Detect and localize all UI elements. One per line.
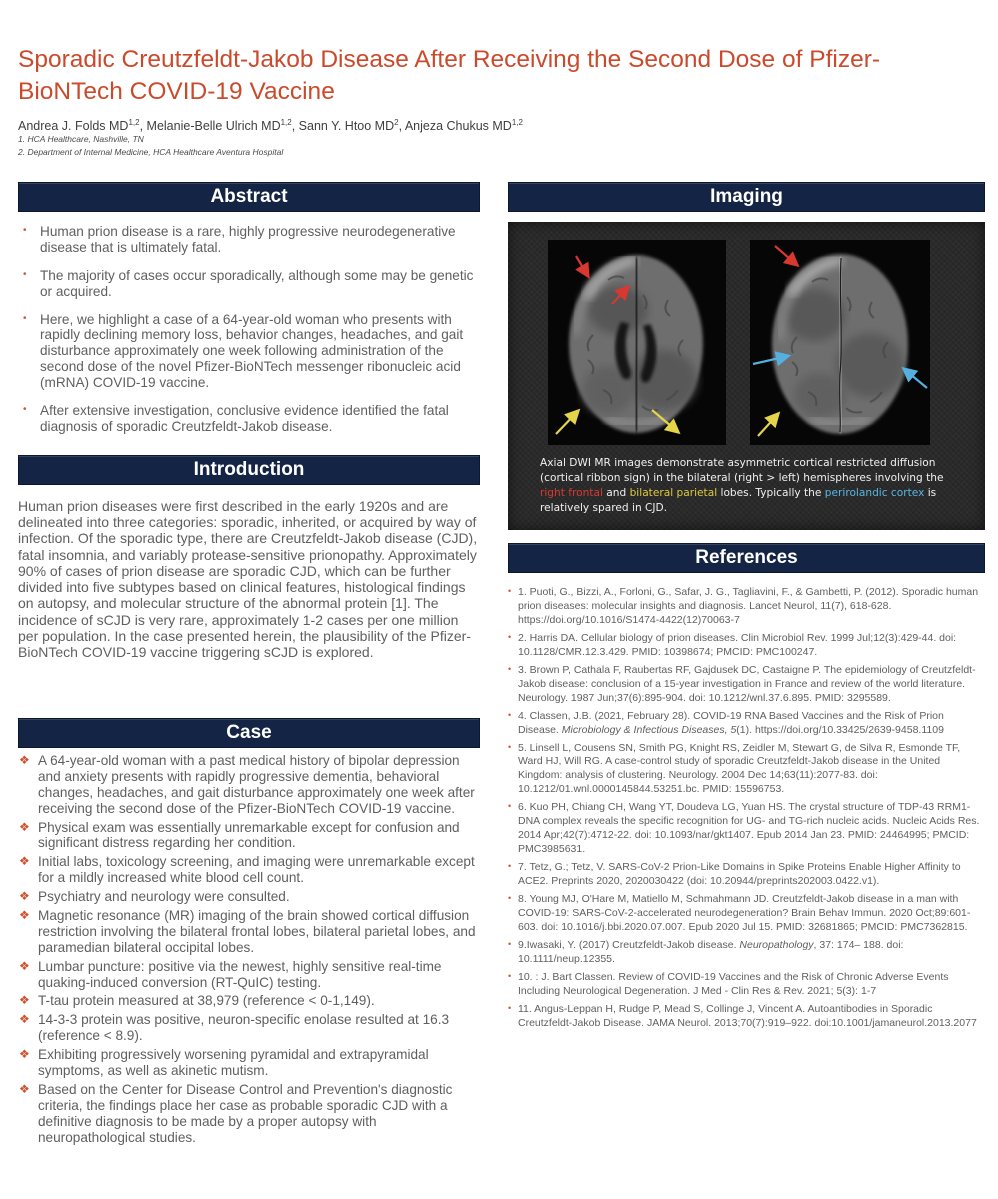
references-header: References (508, 543, 985, 573)
list-item (508, 1003, 985, 1031)
authors-line (18, 118, 948, 133)
text-run: , Melanie-Belle Ulrich MD (139, 118, 281, 133)
affiliation-2: 2. Department of Internal Medicine, HCA Healthcare Aventura Hospital (18, 146, 284, 157)
list-item (18, 312, 480, 391)
bullet-icon: • (508, 663, 512, 674)
bullet-icon: • (508, 741, 512, 752)
list-item (508, 742, 985, 798)
bullet-icon: • (23, 404, 27, 416)
text-run: , 37: 174– 188. doi: 10.1111/neup.12355. (518, 938, 904, 965)
text-run: Microbiology & Infectious Diseases, 5 (561, 723, 737, 736)
list-item-text: Based on the Center for Disease Control and Prevention's diagnostic criteria, the findings place her case as probable sporadic CJD with a definitive diagnosis to be made by a proper autopsy with neuropathological studies. (38, 1081, 453, 1145)
list-item (508, 971, 985, 999)
text-run: Neuropathology (739, 938, 814, 951)
list-item (18, 403, 480, 435)
bullet-icon: ❖ (19, 854, 30, 869)
text-run: , Sann Y. Htoo MD (291, 118, 395, 133)
list-item-text: The majority of cases occur sporadically, although some may be genetic or acquired. (40, 267, 474, 299)
list-item (508, 801, 985, 857)
abstract-list (18, 224, 480, 435)
text-run: 1,2 (280, 117, 292, 127)
list-item-text: Exhibiting progressively worsening pyramidal and extrapyramidal symptoms, as well as akinetic mutism. (38, 1047, 429, 1079)
list-item (18, 908, 480, 956)
list-item (508, 893, 985, 935)
list-item (18, 820, 480, 852)
bullet-icon: • (23, 268, 27, 280)
text-run: and (602, 487, 630, 500)
list-item (18, 1047, 480, 1079)
introduction-header: Introduction (18, 455, 480, 485)
references-section (508, 543, 985, 1035)
list-item-text: 1. Puoti, G., Bizzi, A., Forloni, G., Safar, J. G., Tagliavini, F., & Gambetti, P. (2012). Sporadic human prion diseases: molecular insights and diagnosis. Lancet Neurol, 11(7), 618-628. https://doi.org/10.1016/S1474-4422(12)70063-7 (518, 586, 979, 626)
list-item (508, 939, 985, 967)
bullet-icon: ❖ (19, 1047, 30, 1062)
bullet-icon: ❖ (19, 819, 30, 834)
list-item-text: A 64-year-old woman with a past medical history of bipolar depression and anxiety presents with rapidly progressive dementia, behavioral changes, headaches, and gait disturbance approximately one week after receiving the second dose of the Pfizer-BioNTech COVID-19 vaccine. (38, 753, 475, 816)
text-run: perirolandic cortex (824, 487, 925, 500)
text-run: bilateral parietal (629, 487, 718, 500)
text-run: Andrea J. Folds MD (18, 118, 129, 133)
list-item-text (518, 939, 903, 965)
list-item (18, 1012, 480, 1044)
case-section (18, 718, 480, 1148)
list-item-text: 8. Young MJ, O'Hare M, Matiello M, Schmahmann JD. Creutzfeldt-Jakob disease in a man with COVID-19: SARS-CoV-2-accelerated neurodegeneration? Brain Behav Immun. 2020 Oct;89:601-603. doi: 10.1016/j.bbi.2020.07.007. Epub 2020 Jul 15. PMID: 32681865; PMCID: PMC7362815. (518, 893, 971, 933)
text-run: 1,2 (128, 117, 140, 127)
affiliation-1: 1. HCA Healthcare, Nashville, TN (18, 133, 144, 144)
list-item (508, 861, 985, 889)
text-run: Axial DWI MR images demonstrate asymmetric cortical restricted diffusion (cortical ribbon sign) in the bilateral (right > left) hemispheres involving the (540, 457, 944, 485)
list-item-text: Psychiatry and neurology were consulted. (38, 889, 290, 905)
bullet-icon: ❖ (19, 908, 30, 923)
case-header: Case (18, 718, 480, 748)
introduction-paragraph: Human prion diseases were first described in the early 1920s and are delineated into three categories: sporadic, inherited, or acquired by way of infection. Of the sporadic type, there are Creutzfeldt-Jakob disease (CJD), fatal insomnia, and variably protease-sensitive prionopathy. Approximately 90% of cases of prion disease are sporadic CJD, which can be further divided into five subtypes based on clinical features, histological findings on autopsy, and molecular structure of the abnormal protein [1]. The incidence of sCJD is very rare, approximately 1-2 cases per one million per population. In the case presented herein, the plausibility of the Pfizer-BioNTech COVID-19 vaccine triggering sCJD is explored. (18, 498, 478, 661)
bullet-icon: ❖ (19, 753, 30, 767)
bullet-icon: • (508, 861, 512, 872)
list-item-text: Lumbar puncture: positive via the newest, highly sensitive real-time quaking-induced conversion (RT-QuIC) testing. (38, 958, 442, 990)
list-item (508, 710, 985, 738)
bullet-icon: • (508, 586, 512, 596)
abstract-header: Abstract (18, 182, 480, 212)
list-item (18, 224, 480, 256)
bullet-icon: • (508, 801, 512, 812)
introduction-section (18, 455, 480, 660)
bullet-icon: • (23, 225, 27, 236)
bullet-icon: • (508, 631, 512, 642)
abstract-section (18, 182, 480, 447)
text-run: is relatively spared in CJD. (540, 487, 937, 515)
list-item-text: 3. Brown P, Cathala F, Raubertas RF, Gajdusek DC, Castaigne P. The epidemiology of Creutzfeldt-Jakob disease: conclusion of a 15-year investigation in France and review of the world literature. Neurology. 1987 Jun;37(6):895-904. doi: 10.1212/wnl.37.6.895. PMID: 3295589. (518, 663, 976, 704)
references-list (508, 586, 985, 1031)
bullet-icon: ❖ (19, 993, 30, 1008)
case-list (18, 753, 480, 1145)
bullet-icon: • (23, 312, 27, 324)
list-item-text: 14-3-3 protein was positive, neuron-specific enolase resulted at 16.3 (reference < 8.9). (38, 1012, 450, 1044)
text-run: 1,2 (511, 117, 523, 127)
list-item (508, 664, 985, 706)
list-item (18, 993, 480, 1009)
mri-caption (540, 456, 959, 516)
list-item-text: Initial labs, toxicology screening, and imaging were unremarkable except for a mildly increased white blood cell count. (38, 854, 475, 886)
list-item-text: Magnetic resonance (MR) imaging of the brain showed cortical diffusion restriction involving the bilateral frontal lobes, bilateral parietal lobes, and paramedian bilateral occipital lobes. (38, 908, 476, 955)
mri-axial-left-image (548, 240, 726, 445)
text-run: , Anjeza Chukus MD (398, 118, 512, 133)
bullet-icon: • (508, 970, 512, 981)
list-item (18, 753, 480, 817)
list-item-text: Physical exam was essentially unremarkable except for confusion and significant distress regarding her condition. (38, 819, 460, 851)
bullet-icon: ❖ (19, 958, 30, 973)
list-item-text: T-tau protein measured at 38,979 (reference < 0-1,149). (38, 993, 375, 1009)
bullet-icon: ❖ (19, 1081, 30, 1096)
list-item-text: After extensive investigation, conclusive evidence identified the fatal diagnosis of sporadic Creutzfeldt-Jakob disease. (40, 403, 449, 434)
mri-axial-right-image (750, 240, 930, 445)
text-run: lobes. Typically the (717, 487, 825, 500)
text-run: 2 (394, 117, 399, 127)
bullet-icon: • (508, 893, 512, 904)
list-item-text: Here, we highlight a case of a 64-year-old woman who presents with rapidly declining memory loss, behavior changes, headaches, and gait disturbance approximately one week following administration of the second dose of the novel Pfizer-BioNTech messenger ribonucleic acid (mRNA) COVID-19 vaccine. (40, 311, 464, 391)
poster-title: Sporadic Creutzfeldt-Jakob Disease After Receiving the Second Dose of Pfizer-BioNTech COVID-19 Vaccine (18, 46, 881, 106)
list-item-text: 6. Kuo PH, Chiang CH, Wang YT, Doudeva LG, Yuan HS. The crystal structure of TDP-43 RRM1-DNA complex reveals the specific recognition for UG- and TG-rich nucleic acids. Nucleic Acids Res. 2014 Apr;42(7):4712-22. doi: 10.1093/nar/gkt1407. Epub 2014 Jan 23. PMID: 24464995; PMCID: PMC3985631. (518, 801, 980, 856)
bullet-icon: ❖ (19, 889, 30, 904)
list-item (508, 632, 985, 660)
text-run: 4. Classen, J.B. (2021, February 28). COVID-19 RNA Based Vaccines and the Risk of Prion Disease. (518, 709, 944, 736)
list-item (18, 959, 480, 991)
bullet-icon: ❖ (19, 1012, 30, 1027)
mri-panel (508, 222, 985, 530)
text-run: (1). https://doi.org/10.33425/2639-9458.1109 (736, 723, 944, 736)
bullet-icon: • (508, 938, 512, 949)
bullet-icon: • (508, 1002, 512, 1013)
list-item (18, 1082, 480, 1146)
list-item (18, 268, 480, 300)
list-item (18, 889, 480, 905)
bullet-icon: • (508, 709, 512, 720)
list-item-text: 7. Tetz, G.; Tetz, V. SARS-CoV-2 Prion-Like Domains in Spike Proteins Enable Higher Affinity to ACE2. Preprints 2020, 2020030422 (doi: 10.20944/preprints202003.0422.v1). (518, 861, 961, 888)
poster-header (18, 44, 948, 159)
list-item-text: 10. : J. Bart Classen. Review of COVID-19 Vaccines and the Risk of Chronic Adverse Events Including Neurological Degeneration. J Med - Clin Res & Rev. 2021; 5(3): 1-7 (518, 970, 949, 997)
list-item-text (518, 710, 944, 736)
text-run: 9.Iwasaki, Y. (2017) Creutzfeldt-Jakob disease. (518, 938, 740, 951)
text-run: right frontal (540, 487, 603, 500)
imaging-section (508, 182, 985, 530)
list-item-text: 11. Angus-Leppan H, Rudge P, Mead S, Collinge J, Vincent A. Autoantibodies in Sporadic Creutzfeldt-Jakob Disease. JAMA Neurol. 2013;70(7):919–922. doi:10.1001/jamaneurol.2013.2077 (518, 1002, 977, 1029)
list-item (508, 586, 985, 628)
list-item-text: 2. Harris DA. Cellular biology of prion diseases. Clin Microbiol Rev. 1999 Jul;12(3):429-44. doi: 10.1128/CMR.12.3.429. PMID: 10398674; PMCID: PMC100247. (518, 631, 957, 658)
list-item (18, 854, 480, 886)
list-item-text: Human prion disease is a rare, highly progressive neurodegenerative disease that is ultimately fatal. (40, 224, 456, 255)
imaging-header: Imaging (508, 182, 985, 212)
list-item-text: 5. Linsell L, Cousens SN, Smith PG, Knight RS, Zeidler M, Stewart G, de Silva R, Esmonde TF, Ward HJ, Will RG. A case-control study of sporadic Creutzfeldt-Jakob disease in the United Kingdom: analysis of clustering. Neurology. 2004 Dec 14;63(11):2077-83. doi: 10.1212/01.wnl.0000145844.53251.bc. PMID: 15596753. (518, 741, 961, 796)
